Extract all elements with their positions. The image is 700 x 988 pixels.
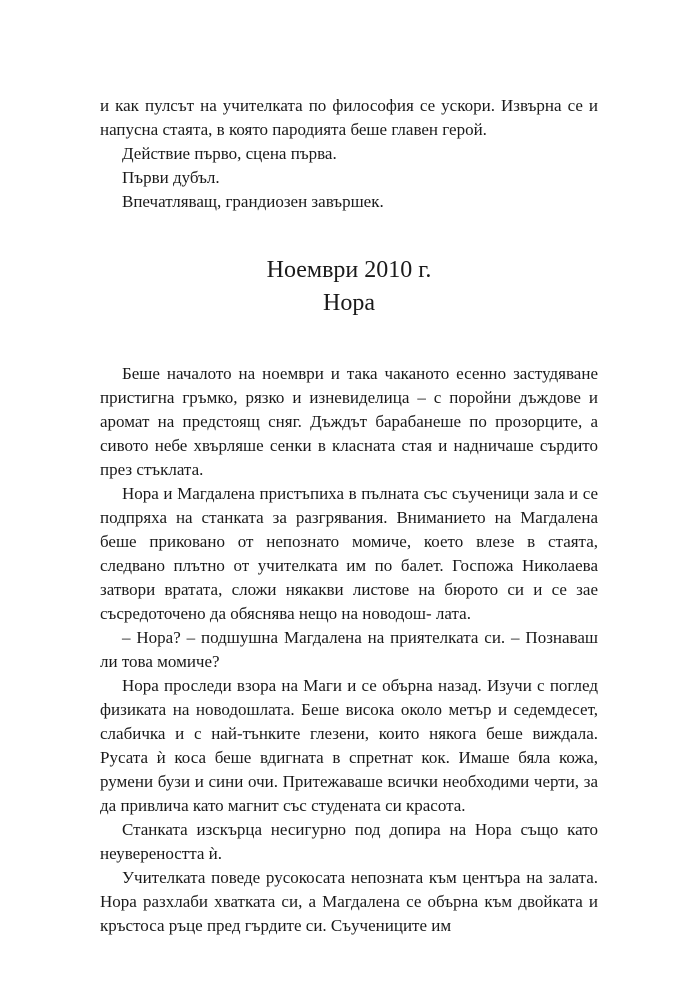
paragraph: Беше началото на ноември и така чаканото есенно застудяване пристигна гръмко, рязко и изневиделица – с поройни дъждове и аромат на предстоящ сняг. Дъждът барабанеше по прозорците, а сивото небе хвърляше сенки в класната стая и надничаше сърдито през стъклата. bbox=[100, 364, 598, 479]
paragraph: Станката изскърца несигурно под допира на Нора също като неувереността ѝ. bbox=[100, 820, 598, 863]
paragraph: Учителката поведе русокосата непозната към центъра на залата. Нора разхлаби хватката си, а Магдалена се обърна към двойката и кръстоса ръце пред гърдите си. Съучениците им bbox=[100, 868, 598, 935]
paragraph: Действие първо, сцена първа. bbox=[122, 144, 337, 163]
paragraph: Нора и Магдалена пристъпиха в пълната със съученици зала и се подпряха на станката за разгрявания. Вниманието на Магдалена беше приковано от непознато момиче, което влезе в стаята, следвано плътно от учителката им по балет. Госпожа Николаева затвори вратата, сложи някакви листове на бюрото си и се зае съсредоточено да обяснява нещо на новодош- лата. bbox=[100, 484, 598, 623]
chapter-name: Нора bbox=[323, 290, 375, 316]
book-page bbox=[100, 94, 598, 938]
paragraph: и как пулсът на учителката по философия се ускори. Извърна се и напусна стаята, в която пародията беше главен герой. bbox=[100, 96, 598, 139]
paragraph: Нора проследи взора на Маги и се обърна назад. Изучи с поглед физиката на новодошлата. Беше висока около метър и седемдесет, слабичка и с най-тънките глезени, които някога беше виждала. Русата ѝ коса беше вдигната в спретнат кок. Имаше бяла кожа, румени бузи и сини очи. Притежаваше всички необходими черти, за да привлича като магнит със студената си красота. bbox=[100, 676, 598, 815]
chapter-date: Ноември 2010 г. bbox=[266, 257, 432, 283]
intro-section bbox=[100, 94, 598, 214]
paragraph: Впечатляващ, грандиозен завършек. bbox=[122, 192, 384, 211]
paragraph: – Нора? – подшушна Магдалена на приятелката си. – Познаваш ли това момиче? bbox=[100, 628, 598, 671]
chapter-body bbox=[100, 362, 598, 938]
chapter-heading bbox=[100, 254, 598, 320]
paragraph: Първи дубъл. bbox=[122, 168, 220, 187]
